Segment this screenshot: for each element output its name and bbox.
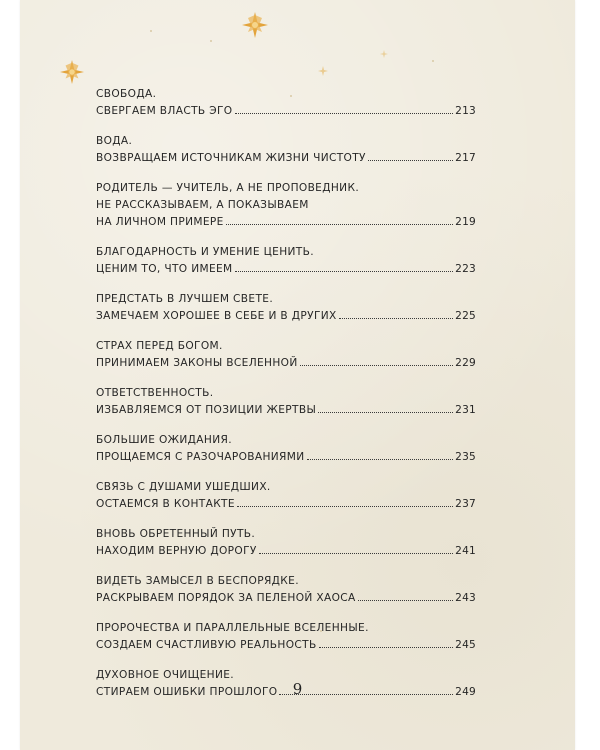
toc-entry-subtitle-row	[96, 496, 476, 513]
toc-page-number: 229	[455, 357, 476, 369]
toc-entry-subtitle: СВЕРГАЕМ ВЛАСТЬ ЭГО	[96, 105, 233, 117]
table-of-contents	[96, 86, 476, 714]
toc-entry-title: СВЯЗЬ С ДУШАМИ УШЕДШИХ.	[96, 481, 271, 493]
dot-leader	[259, 553, 453, 554]
toc-entry-subtitle: СОЗДАЕМ СЧАСТЛИВУЮ РЕАЛЬНОСТЬ	[96, 639, 317, 651]
dot-leader	[368, 160, 453, 161]
toc-entry-title: СВОБОДА.	[96, 88, 157, 100]
toc-entry	[96, 86, 476, 120]
toc-entry-subtitle-row	[96, 103, 476, 120]
toc-entry-subtitle-row	[96, 449, 476, 466]
toc-entry	[96, 338, 476, 372]
toc-entry	[96, 180, 476, 231]
toc-page-number: 213	[455, 105, 476, 117]
toc-entry-subtitle-row	[96, 150, 476, 167]
toc-entry-title: ПРОРОЧЕСТВА И ПАРАЛЛЕЛЬНЫЕ ВСЕЛЕННЫЕ.	[96, 622, 369, 634]
dot-leader	[237, 506, 453, 507]
toc-entry-title: СТРАХ ПЕРЕД БОГОМ.	[96, 340, 223, 352]
toc-entry-subtitle-row	[96, 261, 476, 278]
toc-entry	[96, 620, 476, 654]
toc-page-number: 231	[455, 404, 476, 416]
toc-entry	[96, 244, 476, 278]
toc-entry-title: НЕ РАССКАЗЫВАЕМ, А ПОКАЗЫВАЕМ	[96, 199, 309, 211]
toc-entry-subtitle-row	[96, 214, 476, 231]
dot-leader	[358, 600, 454, 601]
dot-leader	[300, 365, 454, 366]
sparkle-star-icon	[380, 50, 388, 58]
toc-entry-subtitle: ПРИНИМАЕМ ЗАКОНЫ ВСЕЛЕННОЙ	[96, 357, 298, 369]
toc-entry	[96, 133, 476, 167]
toc-entry-subtitle: НАХОДИМ ВЕРНУЮ ДОРОГУ	[96, 545, 257, 557]
toc-entry-title: ПРЕДСТАТЬ В ЛУЧШЕМ СВЕТЕ.	[96, 293, 274, 305]
dot-leader	[235, 271, 454, 272]
toc-page-number: 245	[455, 639, 476, 651]
toc-page-number: 217	[455, 152, 476, 164]
toc-entry-subtitle-row	[96, 543, 476, 560]
dot-leader	[339, 318, 454, 319]
toc-entry-subtitle-row	[96, 402, 476, 419]
book-page	[20, 0, 575, 750]
toc-entry-subtitle: ПРОЩАЕМСЯ С РАЗОЧАРОВАНИЯМИ	[96, 451, 305, 463]
paper-speck	[432, 60, 434, 62]
toc-entry-subtitle: ИЗБАВЛЯЕМСЯ ОТ ПОЗИЦИИ ЖЕРТВЫ	[96, 404, 317, 416]
toc-entry-title: РОДИТЕЛЬ — УЧИТЕЛЬ, А НЕ ПРОПОВЕДНИК.	[96, 182, 360, 194]
page-number: 9	[292, 680, 303, 698]
toc-entry-title: ВНОВЬ ОБРЕТЕННЫЙ ПУТЬ.	[96, 528, 256, 540]
dot-leader	[307, 459, 454, 460]
toc-entry	[96, 291, 476, 325]
dot-leader	[319, 647, 454, 648]
toc-entry-subtitle: ВОЗВРАЩАЕМ ИСТОЧНИКАМ ЖИЗНИ ЧИСТОТУ	[96, 152, 366, 164]
toc-entry-title: БЛАГОДАРНОСТЬ И УМЕНИЕ ЦЕНИТЬ.	[96, 246, 314, 258]
toc-page-number: 249	[455, 686, 476, 698]
sparkle-star-icon	[318, 66, 328, 76]
toc-entry-subtitle: НА ЛИЧНОМ ПРИМЕРЕ	[96, 216, 224, 228]
toc-entry-subtitle-row	[96, 590, 476, 607]
toc-entry-subtitle-row	[96, 355, 476, 372]
toc-page-number: 237	[455, 498, 476, 510]
toc-entry-subtitle: ЗАМЕЧАЕМ ХОРОШЕЕ В СЕБЕ И В ДРУГИХ	[96, 310, 337, 322]
paper-speck	[150, 30, 152, 32]
toc-entry	[96, 385, 476, 419]
toc-entry	[96, 479, 476, 513]
toc-page-number: 225	[455, 310, 476, 322]
dot-leader	[318, 412, 453, 413]
toc-entry-title: ОТВЕТСТВЕННОСТЬ.	[96, 387, 214, 399]
dot-leader	[235, 113, 454, 114]
toc-entry-title: ДУХОВНОЕ ОЧИЩЕНИЕ.	[96, 669, 235, 681]
toc-entry	[96, 573, 476, 607]
sparkle-star-icon	[60, 60, 84, 84]
toc-entry-subtitle: РАСКРЫВАЕМ ПОРЯДОК ЗА ПЕЛЕНОЙ ХАОСА	[96, 592, 356, 604]
toc-entry-title: ВИДЕТЬ ЗАМЫСЕЛ В БЕСПОРЯДКЕ.	[96, 575, 299, 587]
toc-entry-subtitle: ЦЕНИМ ТО, ЧТО ИМЕЕМ	[96, 263, 233, 275]
toc-page-number: 241	[455, 545, 476, 557]
toc-entry	[96, 432, 476, 466]
toc-entry-title: ВОДА.	[96, 135, 133, 147]
toc-entry-subtitle: ОСТАЕМСЯ В КОНТАКТЕ	[96, 498, 235, 510]
toc-page-number: 235	[455, 451, 476, 463]
toc-page-number: 243	[455, 592, 476, 604]
sparkle-star-icon	[242, 12, 268, 38]
toc-entry	[96, 526, 476, 560]
toc-page-number: 219	[455, 216, 476, 228]
toc-entry-subtitle: СТИРАЕМ ОШИБКИ ПРОШЛОГО	[96, 686, 278, 698]
toc-entry-title: БОЛЬШИЕ ОЖИДАНИЯ.	[96, 434, 232, 446]
toc-page-number: 223	[455, 263, 476, 275]
toc-entry-subtitle-row	[96, 637, 476, 654]
paper-speck	[210, 40, 212, 42]
dot-leader	[226, 224, 453, 225]
toc-entry-subtitle-row	[96, 308, 476, 325]
